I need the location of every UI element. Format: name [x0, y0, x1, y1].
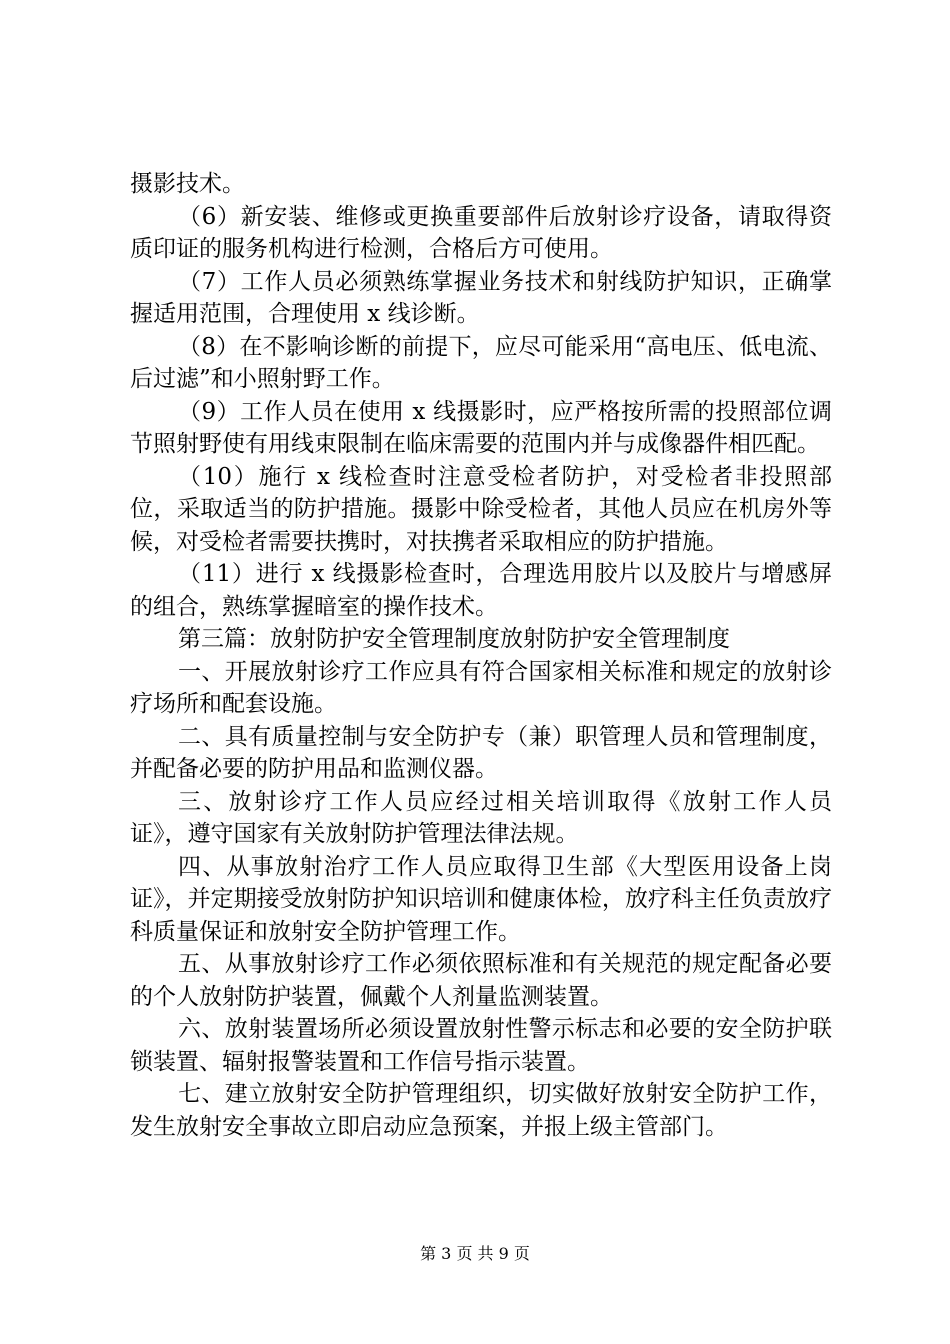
paragraph-item-11: （11）进行 x 线摄影检查时，合理选用胶片以及胶片与增感屏的组合，熟练掌握暗室的操作技术。	[130, 561, 832, 620]
document-body	[130, 168, 832, 1143]
rule-3: 三、放射诊疗工作人员应经过相关培训取得《放射工作人员证》，遵守国家有关放射防护管理法律法规。	[130, 788, 832, 847]
paragraph-item-6: （6）新安装、维修或更换重要部件后放射诊疗设备，请取得资质印证的服务机构进行检测，合格后方可使用。	[130, 203, 832, 262]
paragraph-continuation: 摄影技术。	[130, 171, 245, 197]
page-number-footer: 第 3 页 共 9 页	[420, 1244, 530, 1263]
paragraph-item-7: （7）工作人员必须熟练掌握业务技术和射线防护知识，正确掌握适用范围，合理使用 x 线诊断。	[130, 268, 832, 327]
rule-6: 六、放射装置场所必须设置放射性警示标志和必要的安全防护联锁装置、辐射报警装置和工作信号指示装置。	[130, 1016, 832, 1075]
rule-7: 七、建立放射安全防护管理组织，切实做好放射安全防护工作，发生放射安全事故立即启动应急预案，并报上级主管部门。	[130, 1081, 832, 1140]
rule-5: 五、从事放射诊疗工作必须依照标准和有关规范的规定配备必要的个人放射防护装置，佩戴个人剂量监测装置。	[130, 951, 832, 1010]
paragraph-item-8: （8）在不影响诊断的前提下，应尽可能采用“高电压、低电流、后过滤”和小照射野工作。	[130, 333, 832, 392]
paragraph-item-10: （10）施行 x 线检查时注意受检者防护，对受检者非投照部位，采取适当的防护措施。摄影中除受检者，其他人员应在机房外等候，对受检者需要扶携时，对扶携者采取相应的防护措施。	[130, 463, 832, 555]
rule-2: 二、具有质量控制与安全防护专（兼）职管理人员和管理制度，并配备必要的防护用品和监测仪器。	[130, 723, 832, 782]
rule-4: 四、从事放射治疗工作人员应取得卫生部《大型医用设备上岗证》，并定期接受放射防护知识培训和健康体检，放疗科主任负责放疗科质量保证和放射安全防护管理工作。	[130, 853, 832, 945]
paragraph-item-9: （9）工作人员在使用 x 线摄影时，应严格按所需的投照部位调节照射野使有用线束限制在临床需要的范围内并与成像器件相匹配。	[130, 398, 832, 457]
section-heading: 第三篇：放射防护安全管理制度放射防护安全管理制度	[178, 626, 730, 652]
rule-1: 一、开展放射诊疗工作应具有符合国家相关标准和规定的放射诊疗场所和配套设施。	[130, 658, 832, 717]
